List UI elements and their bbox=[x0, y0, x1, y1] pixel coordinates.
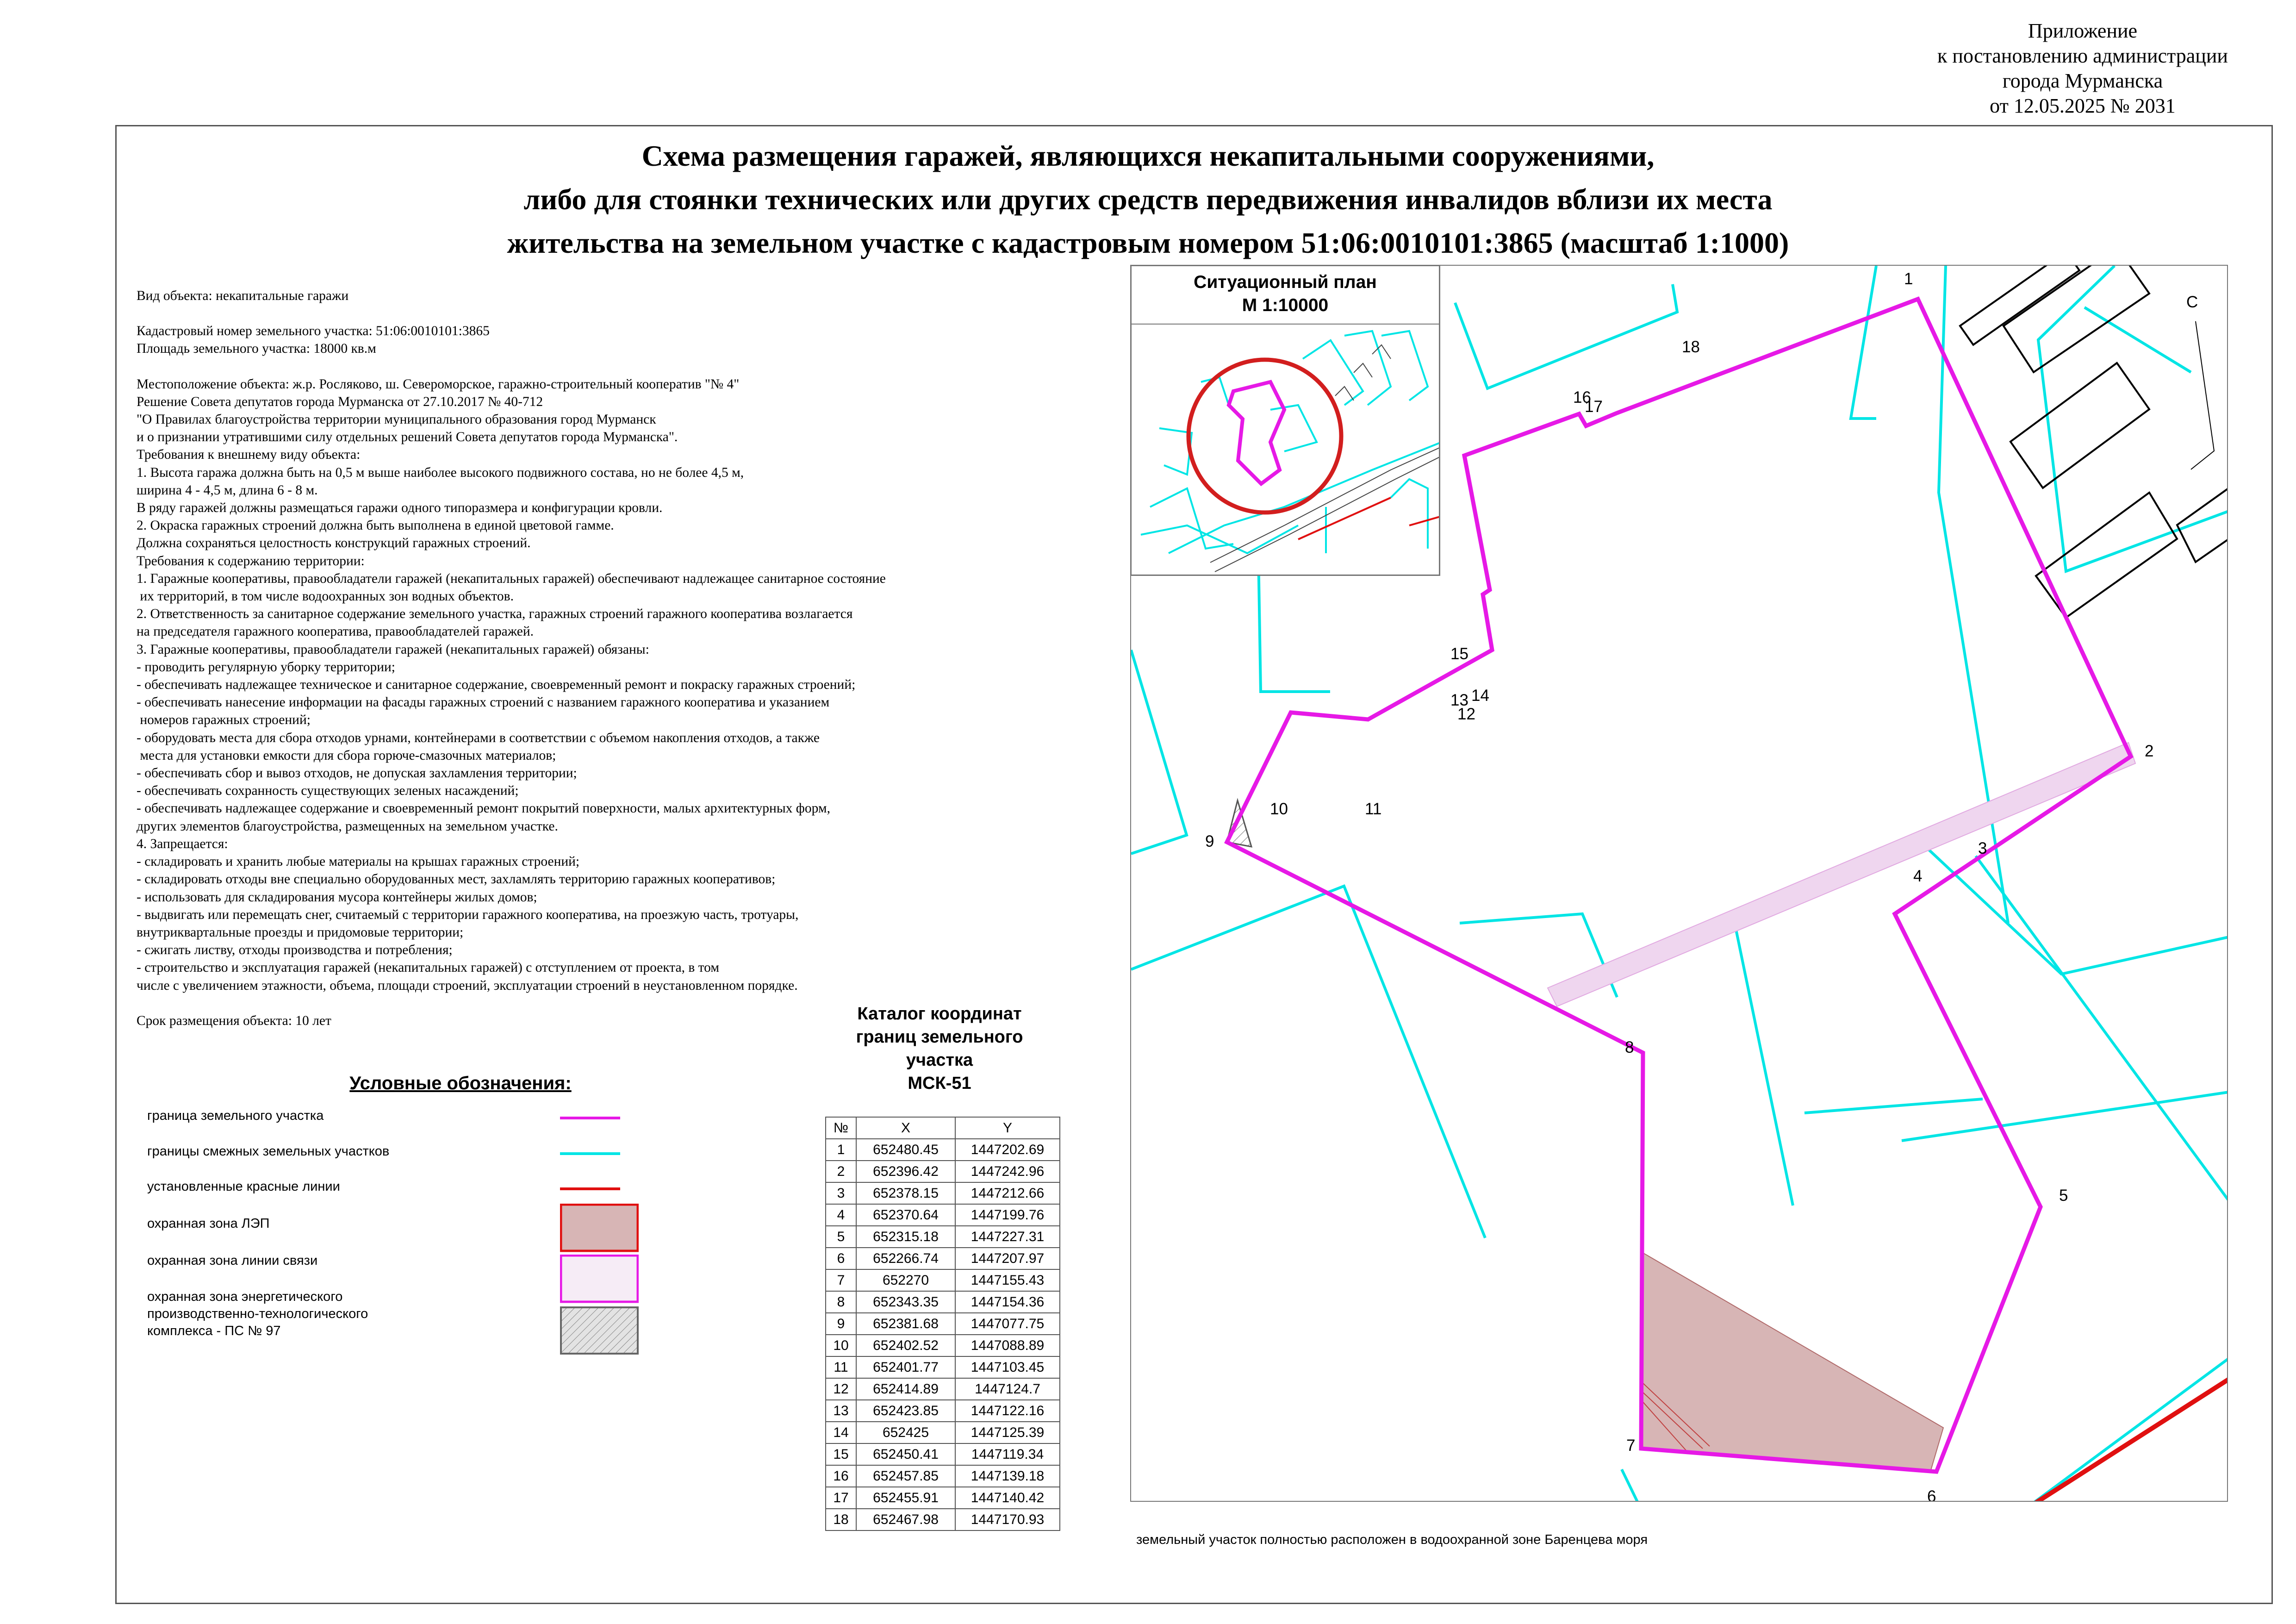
table-row bbox=[826, 1335, 1060, 1356]
x-coordinate-cell: 652266.74 bbox=[856, 1248, 955, 1269]
description-line: Решение Совета депутатов города Мурманска от 27.10.2017 № 40-712 bbox=[137, 394, 543, 409]
point-number-cell: 11 bbox=[826, 1356, 856, 1378]
y-coordinate-cell: 1447125.39 bbox=[955, 1422, 1060, 1443]
point-number-cell: 8 bbox=[826, 1291, 856, 1313]
description-line: 1. Высота гаража должна быть на 0,5 м выше наиболее высокого подвижного состава, но не более 4,5 м, bbox=[137, 465, 744, 480]
y-coordinate-cell: 1447227.31 bbox=[955, 1226, 1060, 1248]
y-coordinate-cell: 1447119.34 bbox=[955, 1443, 1060, 1465]
description-line: Должна сохраняться целостность конструкций гаражных строений. bbox=[137, 536, 531, 551]
buildings bbox=[1960, 266, 2228, 618]
description-line: ширина 4 - 4,5 м, длина 6 - 8 м. bbox=[137, 482, 318, 498]
title-line: либо для стоянки технических или других средств передвижения инвалидов вблизи их места bbox=[523, 183, 1773, 216]
y-coordinate-cell: 1447170.93 bbox=[955, 1509, 1060, 1530]
description-line: других элементов благоустройства, размещенных на земельном участке. bbox=[137, 818, 558, 834]
x-coordinate-cell: 652343.35 bbox=[856, 1291, 955, 1313]
coordinates-table bbox=[825, 1117, 1060, 1531]
point-number-cell: 10 bbox=[826, 1335, 856, 1356]
y-coordinate-cell: 1447140.42 bbox=[955, 1487, 1060, 1509]
comm-zone-band bbox=[1548, 743, 2135, 1006]
point-label: 4 bbox=[1913, 867, 1923, 885]
legend-swatch-adjacent bbox=[560, 1147, 639, 1161]
description-line: их территорий, в том числе водоохранных зон водных объектов. bbox=[137, 589, 514, 604]
y-coordinate-cell: 1447207.97 bbox=[955, 1248, 1060, 1269]
table-row bbox=[826, 1400, 1060, 1422]
point-label: 17 bbox=[1585, 398, 1603, 416]
x-coordinate-cell: 652480.45 bbox=[856, 1139, 955, 1161]
description-line: места для установки емкости для сбора горюче-смазочных материалов; bbox=[137, 748, 556, 763]
y-coordinate-cell: 1447122.16 bbox=[955, 1400, 1060, 1422]
point-label: 7 bbox=[1626, 1437, 1636, 1455]
point-number-cell: 9 bbox=[826, 1313, 856, 1335]
description-line: 2. Ответственность за санитарное содержание земельного участка, гаражных строений гаражного кооператива возлагается bbox=[137, 606, 853, 622]
point-number-cell: 4 bbox=[826, 1204, 856, 1226]
point-number-cell: 18 bbox=[826, 1509, 856, 1530]
point-number-cell: 1 bbox=[826, 1139, 856, 1161]
point-number-cell: 16 bbox=[826, 1465, 856, 1487]
legend-label-comm-zone: охранная зона линии связи bbox=[147, 1253, 318, 1268]
y-coordinate-cell: 1447103.45 bbox=[955, 1356, 1060, 1378]
table-row bbox=[826, 1139, 1060, 1161]
point-number-cell: 13 bbox=[826, 1400, 856, 1422]
x-coordinate-cell: 652450.41 bbox=[856, 1443, 955, 1465]
table-row bbox=[826, 1443, 1060, 1465]
description-line: "О Правилах благоустройства территории муниципального образования город Мурманск bbox=[137, 412, 656, 427]
table-row bbox=[826, 1356, 1060, 1378]
description-line: - использовать для складирования мусора контейнеры жилых домов; bbox=[137, 889, 537, 905]
table-row bbox=[826, 1204, 1060, 1226]
description-line: Вид объекта: некапитальные гаражи bbox=[137, 288, 349, 303]
description-line: числе с увеличением этажности, объема, площади строений, эксплуатации строений в неустановленном порядке. bbox=[137, 978, 798, 993]
description-line: - сжигать листву, отходы производства и потребления; bbox=[137, 943, 453, 958]
x-coordinate-cell: 652425 bbox=[856, 1422, 955, 1443]
x-coordinate-cell: 652381.68 bbox=[856, 1313, 955, 1335]
table-row bbox=[826, 1291, 1060, 1313]
appendix-header bbox=[1874, 19, 2291, 119]
table-row bbox=[826, 1465, 1060, 1487]
description-line: - выдвигать или перемещать снег, считаемый с территории гаражного кооператива, на проезжую часть, тротуары, bbox=[137, 907, 799, 922]
water-protection-note: земельный участок полностью расположен в водоохранной зоне Баренцева моря bbox=[1136, 1532, 1648, 1547]
point-label: 3 bbox=[1978, 839, 1987, 857]
description-line: Площадь земельного участка: 18000 кв.м bbox=[137, 341, 376, 356]
description-line: - проводить регулярную уборку территории; bbox=[137, 659, 395, 675]
point-label: 11 bbox=[1365, 800, 1382, 818]
description-line: 3. Гаражные кооперативы, правообладатели гаражей (некапитальных гаражей) обязаны: bbox=[137, 642, 649, 657]
y-coordinate-cell: 1447242.96 bbox=[955, 1161, 1060, 1182]
point-label: 13 bbox=[1450, 691, 1468, 709]
description-line: Требования к содержанию территории: bbox=[137, 553, 365, 568]
x-coordinate-cell: 652396.42 bbox=[856, 1161, 955, 1182]
energy-zone bbox=[1227, 800, 1251, 847]
point-label: 10 bbox=[1270, 800, 1288, 818]
x-coordinate-cell: 652423.85 bbox=[856, 1400, 955, 1422]
legend-swatch-comm-zone bbox=[560, 1255, 639, 1303]
description-line: и о признании утратившими силу отдельных решений Совета депутатов города Мурманска". bbox=[137, 430, 678, 445]
x-coordinate-cell: 652455.91 bbox=[856, 1487, 955, 1509]
legend-swatch-lep-zone bbox=[560, 1204, 639, 1252]
x-coordinate-cell: 652402.52 bbox=[856, 1335, 955, 1356]
legend-label-lep-zone: охранная зона ЛЭП bbox=[147, 1216, 270, 1231]
inset-drawing bbox=[1132, 266, 1440, 576]
description-line: 1. Гаражные кооперативы, правообладатели гаражей (некапитальных гаражей) обеспечивают надлежащее санитарное состояние bbox=[137, 571, 886, 586]
x-coordinate-cell: 652370.64 bbox=[856, 1204, 955, 1226]
description-line: 4. Запрещается: bbox=[137, 836, 228, 851]
point-label: 8 bbox=[1625, 1038, 1634, 1056]
description-line: - обеспечивать нанесение информации на фасады гаражных строений с названием гаражного кооператива и указанием bbox=[137, 695, 830, 710]
description-line: В ряду гаражей должны размещаться гаражи одного типоразмера и конфигурации кровли. bbox=[137, 500, 663, 516]
x-coordinate-cell: 652467.98 bbox=[856, 1509, 955, 1530]
point-label: 16 bbox=[1573, 388, 1591, 406]
document-title bbox=[0, 134, 2296, 265]
description-line: - складировать и хранить любые материалы на крышах гаражных строений; bbox=[137, 854, 580, 869]
title-line: жительства на земельном участке с кадастровым номером 51:06:0010101:3865 (масштаб 1:1000) bbox=[507, 226, 1789, 259]
point-number-cell: 3 bbox=[826, 1182, 856, 1204]
y-coordinate-cell: 1447202.69 bbox=[955, 1139, 1060, 1161]
description-line: - строительство и эксплуатация гаражей (некапитальных гаражей) с отступлением от проекта, в том bbox=[137, 960, 719, 975]
x-coordinate-cell: 652270 bbox=[856, 1269, 955, 1291]
object-description bbox=[137, 287, 1062, 1030]
y-coordinate-cell: 1447155.43 bbox=[955, 1269, 1060, 1291]
y-coordinate-cell: 1447212.66 bbox=[955, 1182, 1060, 1204]
description-line bbox=[137, 358, 1062, 375]
x-coordinate-cell: 652457.85 bbox=[856, 1465, 955, 1487]
table-row bbox=[826, 1226, 1060, 1248]
point-number-cell: 2 bbox=[826, 1161, 856, 1182]
table-row bbox=[826, 1161, 1060, 1182]
description-line: номеров гаражных строений; bbox=[137, 712, 311, 728]
table-row bbox=[826, 1509, 1060, 1530]
x-coordinate-cell: 652401.77 bbox=[856, 1356, 955, 1378]
description-line: Местоположение объекта: ж.р. Росляково, ш. Североморское, гаражно-строительный кооператив "№ 4" bbox=[137, 376, 740, 392]
point-label: 18 bbox=[1682, 338, 1700, 356]
point-label: 5 bbox=[2059, 1187, 2068, 1205]
title-line: Схема размещения гаражей, являющихся некапитальными сооружениями, bbox=[641, 139, 1655, 172]
point-number-cell: 6 bbox=[826, 1248, 856, 1269]
column-header: № bbox=[826, 1117, 856, 1139]
point-label: 12 bbox=[1457, 705, 1475, 723]
table-row bbox=[826, 1248, 1060, 1269]
legend-swatch-red-lines bbox=[560, 1182, 639, 1196]
appendix-line: к постановлению администрации bbox=[1937, 44, 2228, 67]
description-line: - обеспечивать сохранность существующих зеленых насаждений; bbox=[137, 783, 519, 799]
point-number-cell: 5 bbox=[826, 1226, 856, 1248]
legend-label-energy-zone: охранная зона энергетического производственно-технологического комплекса - ПС № 97 bbox=[147, 1289, 368, 1338]
table-row bbox=[826, 1313, 1060, 1335]
description-line: - обеспечивать надлежащее техническое и санитарное содержание, своевременный ремонт и покраску гаражных строений; bbox=[137, 677, 856, 693]
y-coordinate-cell: 1447124.7 bbox=[955, 1378, 1060, 1400]
legend-label-parcel: граница земельного участка bbox=[147, 1108, 324, 1123]
point-label: 14 bbox=[1471, 687, 1489, 705]
description-line: 2. Окраска гаражных строений должна быть выполнена в единой цветовой гамме. bbox=[137, 518, 614, 533]
y-coordinate-cell: 1447154.36 bbox=[955, 1291, 1060, 1313]
legend-swatch-parcel bbox=[560, 1111, 639, 1125]
x-coordinate-cell: 652414.89 bbox=[856, 1378, 955, 1400]
description-line: Кадастровый номер земельного участка: 51:06:0010101:3865 bbox=[137, 324, 490, 339]
appendix-line: от 12.05.2025 № 2031 bbox=[1990, 94, 2176, 117]
x-coordinate-cell: 652378.15 bbox=[856, 1182, 955, 1204]
table-row bbox=[826, 1378, 1060, 1400]
lep-zone bbox=[1641, 1252, 1943, 1472]
point-number-cell: 7 bbox=[826, 1269, 856, 1291]
y-coordinate-cell: 1447139.18 bbox=[955, 1465, 1060, 1487]
situational-plan-inset bbox=[1130, 265, 1440, 576]
x-coordinate-cell: 652315.18 bbox=[856, 1226, 955, 1248]
description-line: Требования к внешнему виду объекта: bbox=[137, 447, 361, 462]
point-label: 9 bbox=[1205, 832, 1214, 850]
column-header: X bbox=[856, 1117, 955, 1139]
column-header: Y bbox=[955, 1117, 1060, 1139]
description-line bbox=[137, 305, 1062, 322]
table-row bbox=[826, 1182, 1060, 1204]
point-number-cell: 15 bbox=[826, 1443, 856, 1465]
description-line: - обеспечивать надлежащее содержание и своевременный ремонт покрытий поверхности, малых архитектурных форм, bbox=[137, 801, 830, 816]
corner-letter: С bbox=[2186, 293, 2198, 311]
table-row bbox=[826, 1487, 1060, 1509]
y-coordinate-cell: 1447199.76 bbox=[955, 1204, 1060, 1226]
catalog-title: Каталог координат границ земельного участка МСК-51 bbox=[856, 1004, 1023, 1093]
inset-title: Ситуационный план М 1:10000 bbox=[1194, 272, 1377, 315]
red-lines bbox=[2036, 1379, 2228, 1502]
legend-label-red-lines: установленные красные линии bbox=[147, 1179, 340, 1194]
point-label: 2 bbox=[2145, 742, 2154, 760]
legend-title: Условные обозначения: bbox=[349, 1073, 572, 1093]
description-line: - оборудовать места для сбора отходов урнами, контейнерами в соответствии с объемом накопления отходов, а также bbox=[137, 730, 820, 745]
appendix-line: города Мурманска bbox=[2002, 69, 2163, 92]
appendix-line: Приложение bbox=[2028, 19, 2138, 42]
description-line: - обеспечивать сбор и вывоз отходов, не допуская захламления территории; bbox=[137, 766, 577, 781]
legend-label-adjacent: границы смежных земельных участков bbox=[147, 1144, 390, 1159]
description-line: Срок размещения объекта: 10 лет bbox=[137, 1013, 331, 1028]
point-number-cell: 17 bbox=[826, 1487, 856, 1509]
point-label: 6 bbox=[1927, 1487, 1936, 1503]
y-coordinate-cell: 1447088.89 bbox=[955, 1335, 1060, 1356]
point-number-cell: 14 bbox=[826, 1422, 856, 1443]
point-number-cell: 12 bbox=[826, 1378, 856, 1400]
table-row bbox=[826, 1269, 1060, 1291]
point-label: 15 bbox=[1450, 645, 1468, 663]
table-header-row bbox=[826, 1117, 1060, 1139]
description-line: внутриквартальные проезды и придомовые территории; bbox=[137, 924, 464, 940]
table-row bbox=[826, 1422, 1060, 1443]
y-coordinate-cell: 1447077.75 bbox=[955, 1313, 1060, 1335]
legend-swatch-energy-zone bbox=[560, 1306, 639, 1355]
description-line: на председателя гаражного кооператива, правообладателей гаражей. bbox=[137, 624, 534, 639]
description-line: - складировать отходы вне специально оборудованных мест, захламлять территорию гаражных кооперативов; bbox=[137, 872, 776, 887]
point-label: 1 bbox=[1904, 270, 1913, 288]
